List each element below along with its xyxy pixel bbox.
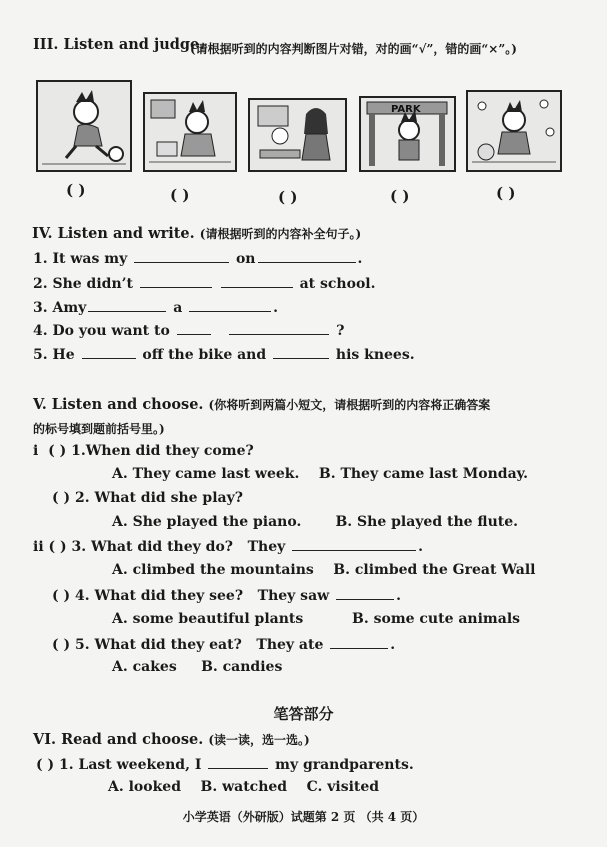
section-3-instruction: (请根据听到的内容判断图片对错，对的画“√”，错的画“×”。)	[190, 42, 517, 56]
option-b: B. watched	[200, 779, 288, 795]
write-blank[interactable]	[189, 299, 271, 312]
section-6-title: VI. Read and choose. (读一读，选一选。)	[33, 731, 310, 748]
question-5-options	[112, 659, 282, 675]
question-4-options	[112, 611, 520, 627]
write-blank[interactable]	[82, 346, 136, 359]
section-4-instruction: (请根据听到的内容补全句子。)	[199, 227, 362, 241]
read-question-1-options	[108, 779, 379, 795]
section-5-instruction-2: 的标号填到题前括号里。)	[33, 422, 165, 436]
write-blank[interactable]	[134, 250, 229, 263]
answer-bracket[interactable]: ( )	[52, 490, 71, 506]
answer-bracket-4[interactable]: ( )	[390, 187, 410, 205]
question-1-options	[112, 466, 528, 482]
option-a: A. looked	[108, 779, 182, 795]
write-item-5: 5. He off the bike and his knees.	[33, 347, 415, 363]
question-3-options	[112, 562, 536, 578]
question-4: ( ) 4. What did they see? They saw .	[52, 588, 401, 604]
answer-bracket-2[interactable]: ( )	[170, 186, 190, 204]
kids-at-desk-icon	[250, 100, 345, 170]
answer-blank[interactable]	[336, 587, 394, 600]
question-2-options	[112, 514, 518, 530]
answer-bracket[interactable]: ( )	[48, 539, 67, 555]
option-a: A. climbed the mountains	[112, 562, 314, 578]
question-2: ( ) 2. What did she play?	[52, 490, 243, 506]
section-6-instruction: (读一读，选一选。)	[208, 733, 310, 747]
option-a: A. They came last week.	[112, 466, 300, 482]
option-b: B. candies	[201, 659, 283, 675]
option-c: C. visited	[306, 779, 380, 795]
section-3-title: III. Listen and judge.	[33, 36, 205, 53]
write-item-3: 3. Amy a .	[33, 300, 279, 316]
boy-with-balls-icon	[468, 92, 560, 170]
question-1: i ( ) 1.When did they come?	[33, 443, 254, 459]
question-3: ii ( ) 3. What did they do? They .	[33, 539, 423, 555]
option-b: B. climbed the Great Wall	[333, 562, 536, 578]
section-4-title: IV. Listen and write. (请根据听到的内容补全句子。)	[32, 225, 362, 242]
boy-at-park-gate-icon	[361, 98, 454, 170]
section-5-title: V. Listen and choose. (你将听到两篇小短文，请根据听到的内容将正确答案	[33, 396, 491, 413]
picture-3	[248, 98, 347, 172]
write-item-4: 4. Do you want to ?	[33, 323, 345, 339]
write-blank[interactable]	[88, 299, 166, 312]
write-item-1: 1. It was my on .	[33, 251, 363, 267]
picture-5	[466, 90, 562, 172]
written-part-heading: 笔答部分	[273, 705, 334, 723]
write-blank[interactable]	[258, 250, 356, 263]
answer-bracket[interactable]: ( )	[52, 637, 71, 653]
park-sign: PARK	[391, 104, 421, 115]
answer-bracket-3[interactable]: ( )	[278, 188, 298, 206]
question-5: ( ) 5. What did they eat? They ate .	[52, 637, 396, 653]
picture-4	[359, 96, 456, 172]
boy-playing-football-icon	[38, 82, 130, 170]
boy-with-books-icon	[145, 94, 235, 170]
page-footer: 小学英语（外研版）试题第 2 页 （共 4 页）	[182, 810, 425, 824]
picture-1	[36, 80, 132, 172]
read-question-1: ( ) 1. Last weekend, I my grandparents.	[36, 757, 414, 773]
answer-blank[interactable]	[330, 636, 388, 649]
answer-bracket[interactable]: ( )	[48, 443, 67, 459]
write-blank[interactable]	[273, 346, 329, 359]
picture-2	[143, 92, 237, 172]
option-a: A. cakes	[112, 659, 177, 675]
write-item-2: 2. She didn’t at school.	[33, 276, 376, 292]
answer-bracket[interactable]: ( )	[52, 588, 71, 604]
answer-blank[interactable]	[208, 756, 268, 769]
answer-bracket-5[interactable]: ( )	[496, 184, 516, 202]
answer-bracket[interactable]: ( )	[36, 757, 55, 773]
write-blank[interactable]	[177, 322, 211, 335]
answer-bracket-1[interactable]: ( )	[66, 181, 86, 199]
write-blank[interactable]	[229, 322, 329, 335]
option-b: B. They came last Monday.	[318, 466, 529, 482]
write-blank[interactable]	[221, 275, 293, 288]
option-a: A. She played the piano.	[112, 514, 302, 530]
answer-blank[interactable]	[292, 538, 416, 551]
write-blank[interactable]	[140, 275, 212, 288]
option-b: B. some cute animals	[352, 611, 521, 627]
option-a: A. some beautiful plants	[112, 611, 304, 627]
section-5-instruction: (你将听到两篇小短文，请根据听到的内容将正确答案	[208, 398, 491, 412]
option-b: B. She played the flute.	[335, 514, 519, 530]
